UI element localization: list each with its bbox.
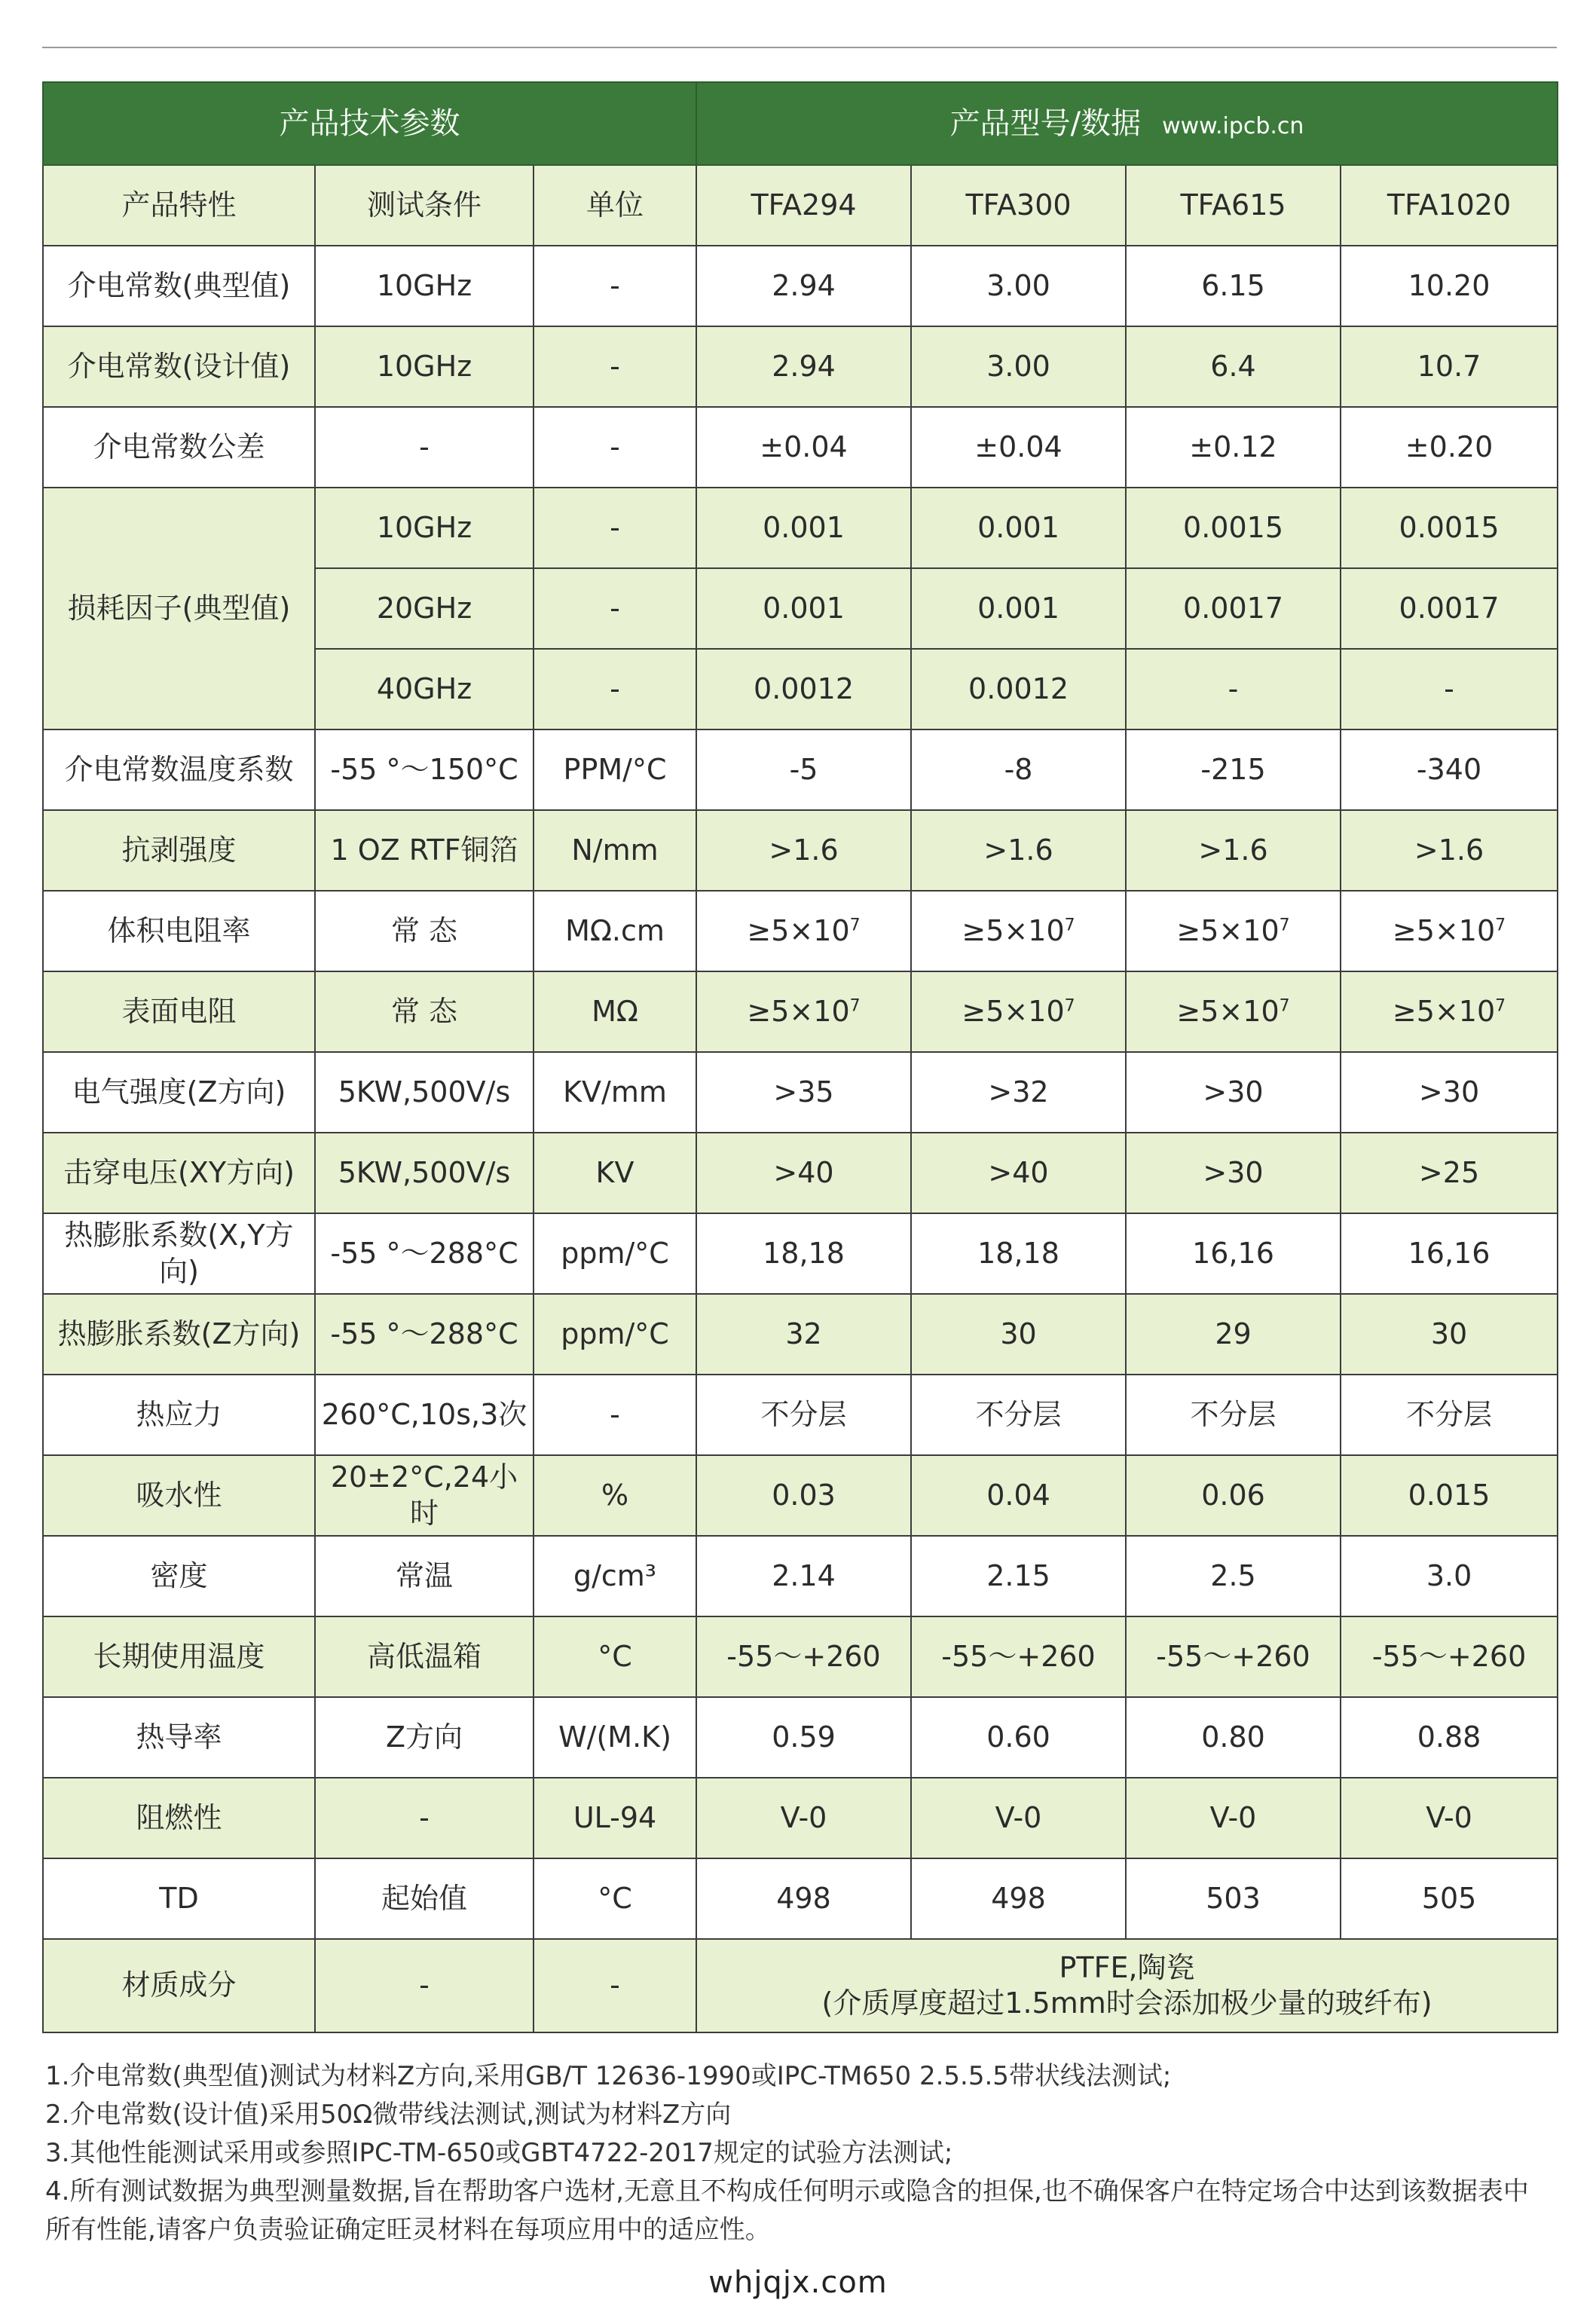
- value-cell: 3.00: [911, 326, 1126, 407]
- value-cell: >1.6: [911, 810, 1126, 891]
- value-cell: 16,16: [1341, 1213, 1558, 1294]
- value-cell: -55～+260: [696, 1616, 911, 1697]
- unit-cell: °C: [534, 1616, 696, 1697]
- condition-cell: -: [315, 1939, 534, 2032]
- value-cell: >40: [696, 1133, 911, 1213]
- footnote: 3.其他性能测试采用或参照IPC-TM-650或GBT4722-2017规定的试验方法测试;: [45, 2138, 953, 2168]
- unit-cell: MΩ: [534, 971, 696, 1052]
- property-cell: 材质成分: [43, 1939, 315, 2032]
- condition-cell: -: [315, 407, 534, 488]
- value-cell: 不分层: [1126, 1375, 1341, 1455]
- table-row: [43, 1697, 1558, 1778]
- value-cell: -55～+260: [911, 1616, 1126, 1697]
- value-cell: >40: [911, 1133, 1126, 1213]
- value-cell: 6.15: [1126, 246, 1341, 326]
- unit-cell: %: [534, 1455, 696, 1536]
- value-cell: 505: [1341, 1858, 1558, 1939]
- unit-cell: °C: [534, 1858, 696, 1939]
- value-cell: 0.001: [696, 568, 911, 649]
- table-row: [43, 891, 1558, 971]
- condition-cell: 起始值: [315, 1858, 534, 1939]
- value-cell: $\ge 5\times 10^7$: [1126, 971, 1341, 1052]
- value-cell: 0.0017: [1341, 568, 1558, 649]
- value-cell: V-0: [911, 1778, 1126, 1858]
- value-cell: 不分层: [1341, 1375, 1558, 1455]
- value-cell: $\ge 5\times 10^7$: [696, 891, 911, 971]
- condition-cell: 10GHz: [315, 246, 534, 326]
- value-cell: -: [1341, 649, 1558, 729]
- property-cell: 热应力: [43, 1375, 315, 1455]
- unit-cell: -: [534, 1939, 696, 2032]
- col-header-unit: 单位: [534, 165, 696, 246]
- value-cell: 0.0015: [1341, 488, 1558, 568]
- table-row: [43, 810, 1558, 891]
- col-header-condition: 测试条件: [315, 165, 534, 246]
- value-cell: >1.6: [696, 810, 911, 891]
- value-cell: 2.14: [696, 1536, 911, 1616]
- property-cell: 阻燃性: [43, 1778, 315, 1858]
- value-cell: 32: [696, 1294, 911, 1375]
- value-cell: 10.20: [1341, 246, 1558, 326]
- table-row: [43, 971, 1558, 1052]
- table-row: [43, 407, 1558, 488]
- value-cell: V-0: [1126, 1778, 1341, 1858]
- table-row: [43, 1294, 1558, 1375]
- condition-cell: 常 态: [315, 971, 534, 1052]
- condition-cell: Z方向: [315, 1697, 534, 1778]
- value-cell: ±0.04: [696, 407, 911, 488]
- table-row: [43, 1536, 1558, 1616]
- condition-cell: 10GHz: [315, 488, 534, 568]
- exponent: 7: [1064, 996, 1075, 1016]
- footnotes: [45, 2057, 1552, 2249]
- condition-cell: -55 °～288°C: [315, 1213, 534, 1294]
- value-cell: 3.00: [911, 246, 1126, 326]
- value-cell: -: [1126, 649, 1341, 729]
- exponent: 7: [1279, 916, 1290, 935]
- footnote: 4.所有测试数据为典型测量数据,旨在帮助客户选材,无意且不构成任何明示或隐含的担保,也不确保客户在特定场合中达到该数据表中所有性能,请客户负责验证确定旺灵材料在每项应用中的适应性。: [45, 2176, 1529, 2245]
- unit-cell: -: [534, 568, 696, 649]
- value-cell: ±0.20: [1341, 407, 1558, 488]
- value-cell: 0.59: [696, 1697, 911, 1778]
- property-cell: TD: [43, 1858, 315, 1939]
- value-cell: 30: [911, 1294, 1126, 1375]
- unit-cell: -: [534, 649, 696, 729]
- property-cell: 热导率: [43, 1697, 315, 1778]
- value-cell: >35: [696, 1052, 911, 1133]
- value-cell: 18,18: [696, 1213, 911, 1294]
- value-cell: 不分层: [696, 1375, 911, 1455]
- condition-cell: 常 态: [315, 891, 534, 971]
- unit-cell: g/cm³: [534, 1536, 696, 1616]
- condition-cell: 260°C,10s,3次: [315, 1375, 534, 1455]
- unit-cell: MΩ.cm: [534, 891, 696, 971]
- value-cell: >1.6: [1126, 810, 1341, 891]
- condition-cell: 20±2°C,24小时: [315, 1455, 534, 1536]
- params-title: 产品技术参数: [43, 82, 696, 165]
- condition-cell: -55 °～150°C: [315, 729, 534, 810]
- value-cell: 2.94: [696, 326, 911, 407]
- value-cell: $\ge 5\times 10^7$: [911, 891, 1126, 971]
- col-header-tfa615: TFA615: [1126, 165, 1341, 246]
- value-cell: -55～+260: [1126, 1616, 1341, 1697]
- unit-cell: -: [534, 407, 696, 488]
- table-row: [43, 1213, 1558, 1294]
- column-header-row: [43, 165, 1558, 246]
- value-cell: 6.4: [1126, 326, 1341, 407]
- material-line-1: PTFE,陶瓷: [1059, 1950, 1195, 1984]
- table-row: [43, 488, 1558, 568]
- property-cell: 体积电阻率: [43, 891, 315, 971]
- col-header-tfa300: TFA300: [911, 165, 1126, 246]
- exponent: 7: [849, 996, 861, 1016]
- value-cell: 0.015: [1341, 1455, 1558, 1536]
- value-cell: 498: [911, 1858, 1126, 1939]
- table-row: [43, 1133, 1558, 1213]
- property-cell: 热膨胀系数(Z方向): [43, 1294, 315, 1375]
- value-cell: 0.88: [1341, 1697, 1558, 1778]
- value-cell: >30: [1126, 1133, 1341, 1213]
- value-cell: $\ge 5\times 10^7$: [1126, 891, 1341, 971]
- condition-cell: 高低温箱: [315, 1616, 534, 1697]
- condition-cell: 5KW,500V/s: [315, 1052, 534, 1133]
- value-cell: >30: [1341, 1052, 1558, 1133]
- spec-table: [42, 81, 1558, 2033]
- exponent: 7: [1279, 996, 1290, 1016]
- value-cell: ±0.12: [1126, 407, 1341, 488]
- value-cell: 0.06: [1126, 1455, 1341, 1536]
- table-row: [43, 246, 1558, 326]
- condition-cell: 常温: [315, 1536, 534, 1616]
- table-row: [43, 1375, 1558, 1455]
- value-cell: 0.80: [1126, 1697, 1341, 1778]
- table-row: [43, 1858, 1558, 1939]
- value-cell: >25: [1341, 1133, 1558, 1213]
- value-cell: -5: [696, 729, 911, 810]
- table-row: [43, 729, 1558, 810]
- unit-cell: UL-94: [534, 1778, 696, 1858]
- property-cell: 介电常数公差: [43, 407, 315, 488]
- value-cell: 0.60: [911, 1697, 1126, 1778]
- value-cell: 0.001: [696, 488, 911, 568]
- exponent: 7: [849, 916, 861, 935]
- value-cell: >1.6: [1341, 810, 1558, 891]
- property-cell: 热膨胀系数(X,Y方向): [43, 1213, 315, 1294]
- table-row: [43, 1052, 1558, 1133]
- value-cell: 498: [696, 1858, 911, 1939]
- material-composition-cell: [696, 1939, 1558, 2032]
- material-row: [43, 1939, 1558, 2032]
- property-cell: 抗剥强度: [43, 810, 315, 891]
- unit-cell: ppm/°C: [534, 1294, 696, 1375]
- value-cell: 0.0015: [1126, 488, 1341, 568]
- value-cell: 0.001: [911, 568, 1126, 649]
- property-cell: 吸水性: [43, 1455, 315, 1536]
- condition-cell: -55 °～288°C: [315, 1294, 534, 1375]
- value-cell: -215: [1126, 729, 1341, 810]
- table-row: [43, 1455, 1558, 1536]
- table-title-row: [43, 82, 1558, 165]
- footnote: 2.介电常数(设计值)采用50Ω微带线法测试,测试为材料Z方向: [45, 2100, 732, 2130]
- table-row: [43, 1616, 1558, 1697]
- condition-cell: -: [315, 1778, 534, 1858]
- value-cell: -55～+260: [1341, 1616, 1558, 1697]
- condition-cell: 40GHz: [315, 649, 534, 729]
- unit-cell: -: [534, 488, 696, 568]
- value-cell: $\ge 5\times 10^7$: [911, 971, 1126, 1052]
- value-cell: 0.0017: [1126, 568, 1341, 649]
- col-header-tfa294: TFA294: [696, 165, 911, 246]
- condition-cell: 10GHz: [315, 326, 534, 407]
- exponent: 7: [1064, 916, 1075, 935]
- value-cell: 0.0012: [696, 649, 911, 729]
- value-cell: 2.94: [696, 246, 911, 326]
- top-divider: [42, 47, 1557, 48]
- watermark: whjqjx.com: [708, 2265, 888, 2300]
- unit-cell: -: [534, 246, 696, 326]
- condition-cell: 1 OZ RTF铜箔: [315, 810, 534, 891]
- property-cell: 长期使用温度: [43, 1616, 315, 1697]
- unit-cell: KV/mm: [534, 1052, 696, 1133]
- table-row: [43, 326, 1558, 407]
- value-cell: >30: [1126, 1052, 1341, 1133]
- models-title: 产品型号/数据 www.ipcb.cn: [696, 82, 1558, 165]
- value-cell: 0.0012: [911, 649, 1126, 729]
- value-cell: 不分层: [911, 1375, 1126, 1455]
- unit-cell: PPM/°C: [534, 729, 696, 810]
- value-cell: 503: [1126, 1858, 1341, 1939]
- value-cell: 10.7: [1341, 326, 1558, 407]
- property-cell: 击穿电压(XY方向): [43, 1133, 315, 1213]
- exponent: 7: [1495, 996, 1506, 1016]
- value-cell: 0.03: [696, 1455, 911, 1536]
- value-cell: 0.04: [911, 1455, 1126, 1536]
- material-line-2: (介质厚度超过1.5mm时会添加极少量的玻纤布): [821, 1986, 1432, 2020]
- value-cell: V-0: [696, 1778, 911, 1858]
- exponent: 7: [1495, 916, 1506, 935]
- value-cell: ±0.04: [911, 407, 1126, 488]
- unit-cell: W/(M.K): [534, 1697, 696, 1778]
- property-cell: 损耗因子(典型值): [43, 488, 315, 729]
- property-cell: 密度: [43, 1536, 315, 1616]
- property-cell: 介电常数(典型值): [43, 246, 315, 326]
- table-row: [43, 1778, 1558, 1858]
- footnote: 1.介电常数(典型值)测试为材料Z方向,采用GB/T 12636-1990或IPC-TM650 2.5.5.5带状线法测试;: [45, 2061, 1172, 2091]
- unit-cell: ppm/°C: [534, 1213, 696, 1294]
- unit-cell: N/mm: [534, 810, 696, 891]
- value-cell: 16,16: [1126, 1213, 1341, 1294]
- unit-cell: KV: [534, 1133, 696, 1213]
- property-cell: 介电常数温度系数: [43, 729, 315, 810]
- property-cell: 介电常数(设计值): [43, 326, 315, 407]
- value-cell: 0.001: [911, 488, 1126, 568]
- value-cell: 2.15: [911, 1536, 1126, 1616]
- value-cell: V-0: [1341, 1778, 1558, 1858]
- property-cell: 表面电阻: [43, 971, 315, 1052]
- value-cell: $\ge 5\times 10^7$: [696, 971, 911, 1052]
- value-cell: -340: [1341, 729, 1558, 810]
- property-cell: 电气强度(Z方向): [43, 1052, 315, 1133]
- value-cell: 29: [1126, 1294, 1341, 1375]
- unit-cell: -: [534, 1375, 696, 1455]
- col-header-property: 产品特性: [43, 165, 315, 246]
- value-cell: 18,18: [911, 1213, 1126, 1294]
- condition-cell: 20GHz: [315, 568, 534, 649]
- value-cell: $\ge 5\times 10^7$: [1341, 891, 1558, 971]
- value-cell: -8: [911, 729, 1126, 810]
- value-cell: 2.5: [1126, 1536, 1341, 1616]
- value-cell: 3.0: [1341, 1536, 1558, 1616]
- value-cell: >32: [911, 1052, 1126, 1133]
- unit-cell: -: [534, 326, 696, 407]
- value-cell: 30: [1341, 1294, 1558, 1375]
- condition-cell: 5KW,500V/s: [315, 1133, 534, 1213]
- col-header-tfa1020: TFA1020: [1341, 165, 1558, 246]
- site-url: www.ipcb.cn: [1162, 113, 1304, 139]
- value-cell: $\ge 5\times 10^7$: [1341, 971, 1558, 1052]
